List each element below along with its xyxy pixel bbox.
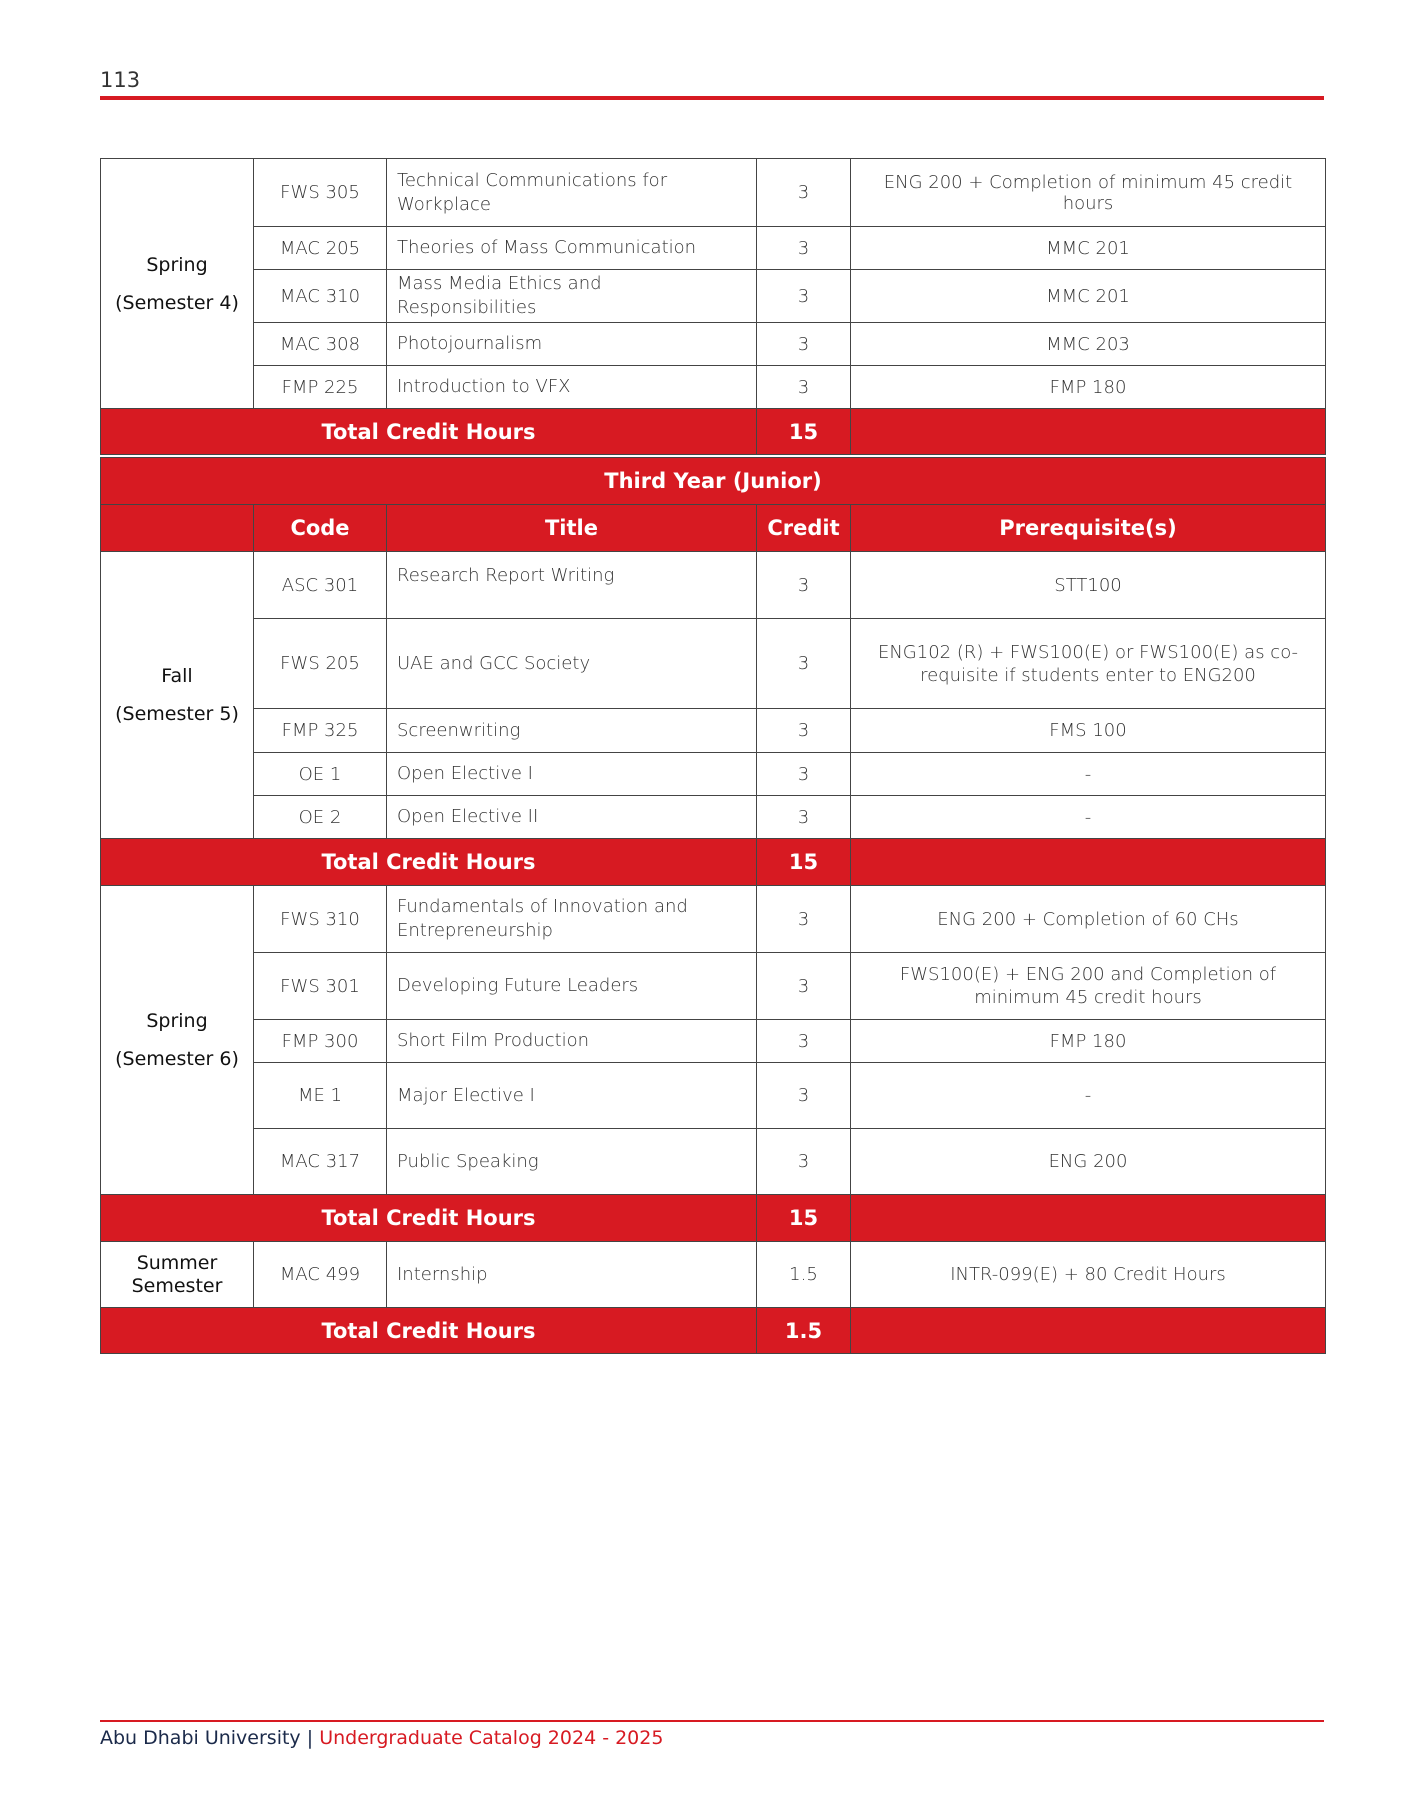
total-label: Total Credit Hours [101,839,757,886]
course-prereq: ENG 200 [851,1129,1326,1195]
course-code: FMP 325 [254,709,387,753]
table-row [101,1063,1326,1129]
semester-label: Fall (Semester 5) [101,552,254,839]
course-title: Fundamentals of Innovation and Entrepreneurship [387,886,757,953]
header-prereq: Prerequisite(s) [851,505,1326,552]
course-title: Photojournalism [387,323,757,366]
course-code: MAC 310 [254,270,387,323]
total-value: 15 [757,839,851,886]
total-row [101,409,1326,455]
table-row [101,796,1326,839]
course-code: OE 2 [254,796,387,839]
course-prereq: ENG102 (R) + FWS100(E) or FWS100(E) as co-requisite if students enter to ENG200 [851,619,1326,709]
table-row [101,227,1326,270]
table-row [101,753,1326,796]
table-row [101,886,1326,953]
course-prereq: FMP 180 [851,1020,1326,1063]
course-credit: 3 [757,366,851,409]
total-label: Total Credit Hours [101,409,757,455]
course-credit: 3 [757,953,851,1020]
total-value: 1.5 [757,1308,851,1354]
course-code: FMP 225 [254,366,387,409]
course-title: Public Speaking [387,1129,757,1195]
year-title-row [101,458,1326,505]
course-code: MAC 308 [254,323,387,366]
course-prereq: ENG 200 + Completion of minimum 45 credit hours [851,159,1326,227]
table-row [101,1020,1326,1063]
total-value: 15 [757,409,851,455]
course-credit: 3 [757,619,851,709]
course-title: Open Elective II [387,796,757,839]
course-credit: 3 [757,552,851,619]
table-row [101,270,1326,323]
course-title: Research Report Writing [387,552,757,619]
total-label: Total Credit Hours [101,1308,757,1354]
course-credit: 3 [757,709,851,753]
course-credit: 3 [757,323,851,366]
table-row [101,1129,1326,1195]
course-title: Major Elective I [387,1063,757,1129]
course-prereq: FMP 180 [851,366,1326,409]
year-title: Third Year (Junior) [101,458,1326,505]
course-prereq: FMS 100 [851,709,1326,753]
course-credit: 1.5 [757,1242,851,1308]
course-title: Technical Communications for Workplace [387,159,757,227]
total-label: Total Credit Hours [101,1195,757,1242]
course-prereq: MMC 203 [851,323,1326,366]
header-row [101,505,1326,552]
course-code: MAC 317 [254,1129,387,1195]
course-prereq: INTR-099(E) + 80 Credit Hours [851,1242,1326,1308]
course-prereq: STT100 [851,552,1326,619]
course-code: FWS 305 [254,159,387,227]
total-row [101,1308,1326,1354]
course-title: Open Elective I [387,753,757,796]
course-code: FMP 300 [254,1020,387,1063]
course-credit: 3 [757,753,851,796]
semester-label: Spring (Semester 6) [101,886,254,1195]
course-title: Theories of Mass Communication [387,227,757,270]
course-credit: 3 [757,1020,851,1063]
course-code: MAC 205 [254,227,387,270]
course-title: Introduction to VFX [387,366,757,409]
course-code: FWS 301 [254,953,387,1020]
footer-catalog: Undergraduate Catalog 2024 - 2025 [319,1727,664,1749]
footer [100,1727,663,1749]
course-credit: 3 [757,1129,851,1195]
course-prereq: MMC 201 [851,227,1326,270]
course-title: Internship [387,1242,757,1308]
course-credit: 3 [757,227,851,270]
page-number: 113 [100,68,141,92]
table-row [101,1242,1326,1308]
course-prereq: - [851,753,1326,796]
course-code: FWS 310 [254,886,387,953]
course-code: FWS 205 [254,619,387,709]
header-code: Code [254,505,387,552]
course-title: UAE and GCC Society [387,619,757,709]
total-value: 15 [757,1195,851,1242]
course-code: ME 1 [254,1063,387,1129]
course-prereq: - [851,796,1326,839]
course-prereq: MMC 201 [851,270,1326,323]
course-credit: 3 [757,159,851,227]
table-row [101,619,1326,709]
course-title: Screenwriting [387,709,757,753]
course-title: Short Film Production [387,1020,757,1063]
course-credit: 3 [757,796,851,839]
table-row [101,953,1326,1020]
third-year-table [100,457,1326,1354]
table-row [101,159,1326,227]
course-code: OE 1 [254,753,387,796]
course-credit: 3 [757,886,851,953]
table-row [101,709,1326,753]
course-prereq: - [851,1063,1326,1129]
header-title: Title [387,505,757,552]
semester-label: Summer Semester [101,1242,254,1308]
course-code: MAC 499 [254,1242,387,1308]
course-credit: 3 [757,1063,851,1129]
course-prereq: FWS100(E) + ENG 200 and Completion of minimum 45 credit hours [851,953,1326,1020]
header-rule [100,96,1324,100]
footer-rule [100,1720,1324,1722]
table-row [101,552,1326,619]
header-credit: Credit [757,505,851,552]
course-prereq: ENG 200 + Completion of 60 CHs [851,886,1326,953]
spring-semester-4-table [100,158,1326,455]
course-title: Developing Future Leaders [387,953,757,1020]
course-credit: 3 [757,270,851,323]
semester-label: Spring (Semester 4) [101,159,254,409]
course-title: Mass Media Ethics and Responsibilities [387,270,757,323]
footer-separator: | [306,1727,314,1749]
total-row [101,839,1326,886]
course-code: ASC 301 [254,552,387,619]
footer-university: Abu Dhabi University [100,1727,301,1749]
table-row [101,323,1326,366]
total-row [101,1195,1326,1242]
table-row [101,366,1326,409]
